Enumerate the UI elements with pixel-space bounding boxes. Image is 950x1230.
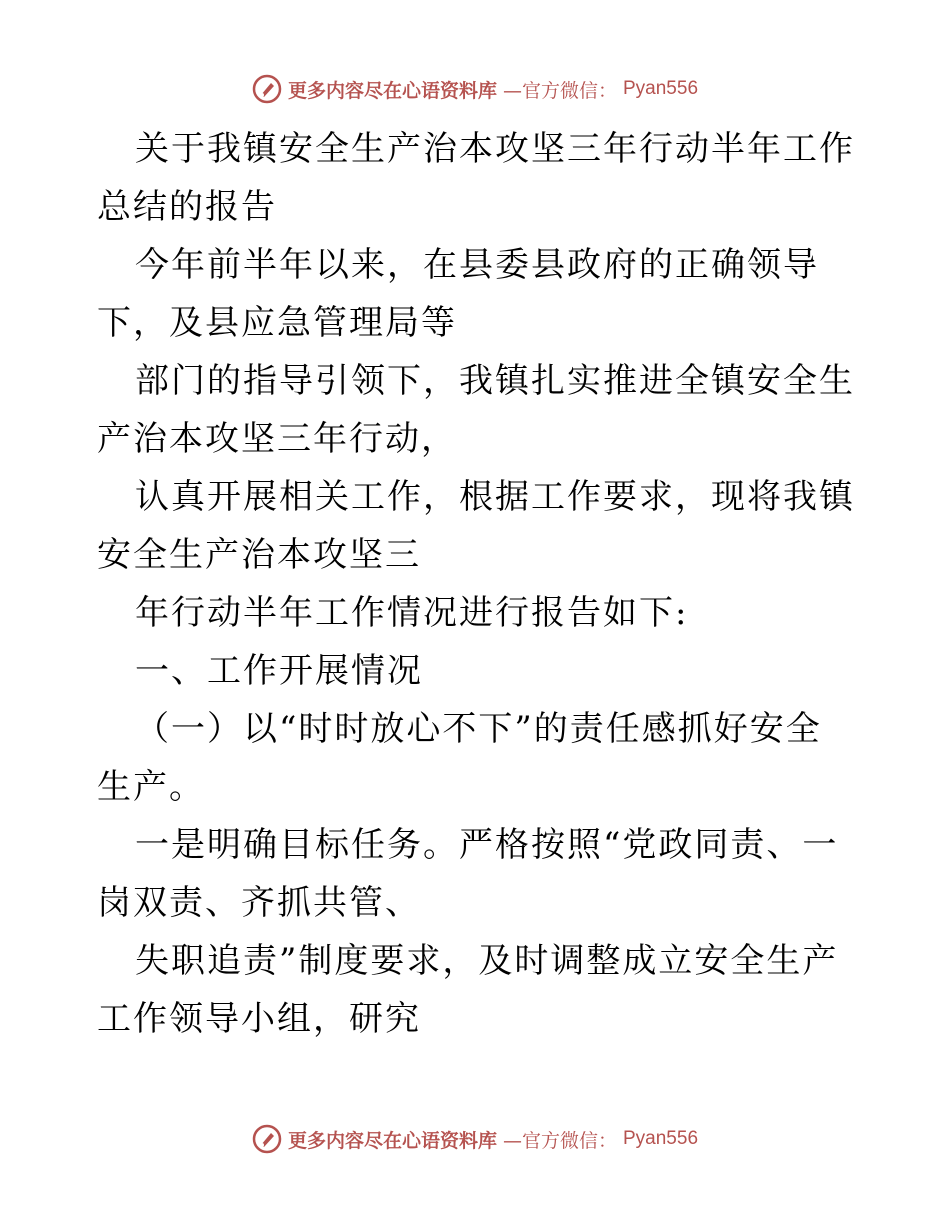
watermark-brand: 更多内容尽在心语资料库 — [287, 79, 497, 102]
pen-logo-icon — [252, 74, 282, 104]
watermark-bottom — [0, 1124, 950, 1154]
subsection-heading: （一）以“时时放心不下”的责任感抓好安全生产。 — [97, 709, 822, 807]
paragraph: 年行动半年工作情况进行报告如下: — [135, 593, 689, 633]
watermark-wechat-id: Pyan556 — [623, 1128, 699, 1149]
paragraph: 失职追责”制度要求，及时调整成立安全生产工作领导小组，研究 — [97, 941, 839, 1039]
pen-logo-icon — [252, 1124, 282, 1154]
paragraph: 部门的指导引领下，我镇扎实推进全镇安全生产治本攻坚三年行动， — [97, 361, 855, 459]
watermark-brand: 更多内容尽在心语资料库 — [287, 1129, 497, 1152]
section-heading: 一、工作开展情况 — [135, 651, 423, 691]
watermark-wechat-label: —官方微信： — [502, 79, 617, 102]
watermark-wechat-label: —官方微信： — [502, 1129, 617, 1152]
paragraph: 认真开展相关工作，根据工作要求，现将我镇安全生产治本攻坚三 — [97, 477, 855, 575]
paragraph: 一是明确目标任务。严格按照“党政同责、一岗双责、齐抓共管、 — [97, 825, 839, 923]
watermark-wechat-id: Pyan556 — [623, 78, 699, 99]
document-body — [97, 120, 857, 1048]
paragraph: 今年前半年以来，在县委县政府的正确领导下，及县应急管理局等 — [97, 245, 819, 343]
document-title: 关于我镇安全生产治本攻坚三年行动半年工作总结的报告 — [97, 129, 855, 227]
watermark-top — [0, 74, 950, 104]
